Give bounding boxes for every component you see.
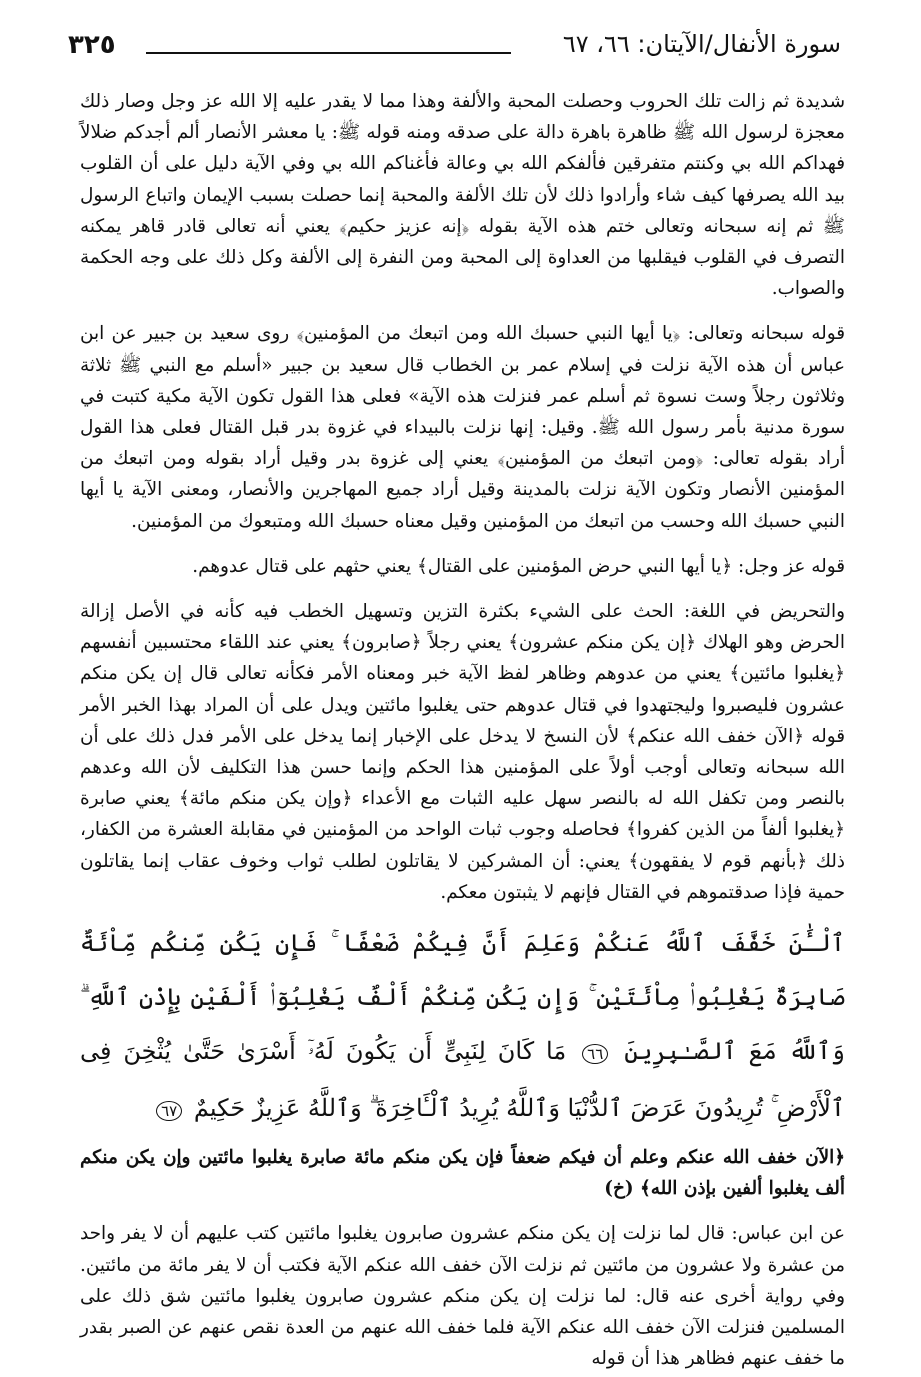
verse-67-number: ٦٧ [156, 1101, 182, 1121]
paragraph-2: قوله سبحانه وتعالى: ﴿يا أيها النبي حسبك الله ومن اتبعك من المؤمنين﴾ روى سعيد بن جبير عن ابن عباس أن هذه الآية نزلت في إسلام عمر بن الخطاب قال سعيد بن جبير «أسلم مع النبي ﷺ ثلاثة وثلاثون رجلاً وست نسوة ثم أسلم عمر فنزلت هذه الآية» فعلى هذا القول تكون الآية مكية كتبت في سورة مدنية بأمر رسول الله ﷺ. وقيل: إنها نزلت بالبيداء في غزوة بدر قبل القتال فعلى هذا القول أراد بقوله تعالى: ﴿ومن اتبعك من المؤمنين﴾ يعني إلى غزوة بدر وقيل أراد بقوله ومن اتبعك من المؤمنين الأنصار وتكون الآية نزلت بالمدينة وقيل أراد جميع المهاجرين والأنصار، ومعنى الآية يا أيها النبي حسبك الله وحسب من اتبعك من المؤمنين وقيل معناه حسبك الله ومتبعوك من المؤمنين. [80, 323, 845, 532]
running-title: سورة الأنفال/الآيتان: ٦٦، ٦٧ [562, 30, 841, 58]
verse-67-text: مَا كَانَ لِنَبِىٍّ أَن يَكُونَ لَهُۥٓ أَسْرَىٰ حَتَّىٰ يُثْخِنَ فِى ٱلْأَرْضِ ۚ تُرِيدُونَ عَرَضَ ٱلدُّنْيَا وَٱللَّهُ يُرِيدُ ٱلْـَٔاخِرَةَ ۗ وَٱللَّهُ عَزِيزٌ حَكِيمٌ [80, 1037, 845, 1123]
page-body [80, 86, 845, 1375]
paragraph-3: قوله عز وجل: ﴿يا أيها النبي حرض المؤمنين على القتال﴾ يعني حثهم على قتال عدوهم. [192, 555, 845, 577]
last-paragraph: عن ابن عباس: قال لما نزلت إن يكن منكم عشرون صابرون يغلبوا مائتين كتب عليهم أن لا يفر واحد من عشرة ولا عشرون من مائتين ثم نزلت الآن خفف الله عنكم الآية فكتب أن لا يفر مائة من مائتين. وفي رواية أخرى عنه قال: لما نزلت إن يكن منكم عشرون صابرون يغلبوا مائتين شق ذلك على المسلمين فنزلت الآن خفف الله عنكم الآية فلما خفف الله عنهم من العدة نقص عنهم عن الصبر بقدر ما خفف عنهم فظاهر هذا أن قوله [80, 1223, 845, 1370]
verse-66-text: ٱلْـَٰٔنَ خَفَّفَ ٱللَّهُ عَنكُمْ وَعَلِمَ أَنَّ فِيكُمْ ضَعْفًا ۚ فَإِن يَكُن مِّنكُم مِّاْئَةٌ صَابِرَةٌ يَغْلِبُوا۟ مِاْئَتَيْنِ ۚ وَإِن يَكُن مِّنكُمْ أَلْفٌ يَغْلِبُوٓا۟ أَلْفَيْنِ بِإِذْنِ ٱللَّهِ ۗ وَٱللَّهُ مَعَ ٱلصَّـٰبِرِينَ [80, 929, 845, 1066]
page-number: ٣٢٥ [68, 30, 116, 60]
header-divider [146, 52, 511, 54]
paragraph-1: شديدة ثم زالت تلك الحروب وحصلت المحبة والألفة وهذا مما لا يقدر عليه إلا الله عز وجل وصار ذلك معجزة لرسول الله ﷺ ظاهرة باهرة دالة على صدقه ومنه قوله ﷺ: يا معشر الأنصار ألم أجدكم ضلالاً فهداكم الله بي وكنتم متفرقين فألفكم الله بي وعالة فأغناكم الله بي وفي الآية دليل على أن القلوب بيد الله يصرفها كيف شاء وأرادوا ذلك لأن تلك الألفة والمحبة إنما حصلت بسبب الإيمان واتباع الرسول ﷺ ثم إنه سبحانه وتعالى ختم هذه الآية بقوله ﴿إنه عزيز حكيم﴾ يعني أنه تعالى قادر قاهر يمكنه التصرف في القلوب فيقلبها من العداوة إلى المحبة ومن النفرة إلى الألفة وكل ذلك على وجه الحكمة والصواب. [80, 91, 845, 300]
bold-quote: ﴿الآن خفف الله عنكم وعلم أن فيكم ضعفاً فإن يكن منكم مائة صابرة يغلبوا مائتين وإن يكن منكم ألف يغلبوا ألفين بإذن الله﴾ (خ) [80, 1147, 845, 1200]
verse-66-number: ٦٦ [582, 1044, 608, 1064]
quran-verse [80, 916, 845, 1138]
page-header [68, 30, 841, 70]
paragraph-4: والتحريض في اللغة: الحث على الشيء بكثرة التزين وتسهيل الخطب فيه كأنه في الأصل إزالة الحرض وهو الهلاك ﴿إن يكن منكم عشرون﴾ يعني رجلاً ﴿صابرون﴾ يعني عند اللقاء محتسبين أنفسهم ﴿يغلبوا مائتين﴾ يعني من عدوهم وظاهر لفظ الآية خبر ومعناه الأمر فكأنه تعالى قال إن يكن منكم عشرون فليصبروا وليجتهدوا في قتال عدوهم حتى يغلبوا مائتين ويدل على أن المراد بهذا الخبر الأمر قوله ﴿الآن خفف الله عنكم﴾ لأن النسخ لا يدخل على الإخبار إنما يدخل على الأمر فدل ذلك على أن الله سبحانه وتعالى أوجب أولاً على المؤمنين هذا الحكم وإنما حسن هذا التكليف لأن الله وعدهم بالنصر ومن تكفل الله له بالنصر سهل عليه الثبات مع الأعداء ﴿وإن يكن منكم مائة﴾ يعني صابرة ﴿يغلبوا ألفاً من الذين كفروا﴾ فحاصله وجوب ثبات الواحد من المؤمنين في مقابلة العشرة من الكفار، ذلك ﴿بأنهم قوم لا يفقهون﴾ يعني: أن المشركين لا يقاتلون لطلب ثواب وخوف عقاب إنما يقاتلون حمية فإذا صدقتموهم في القتال فإنهم لا يثبتون معكم. [80, 601, 845, 903]
